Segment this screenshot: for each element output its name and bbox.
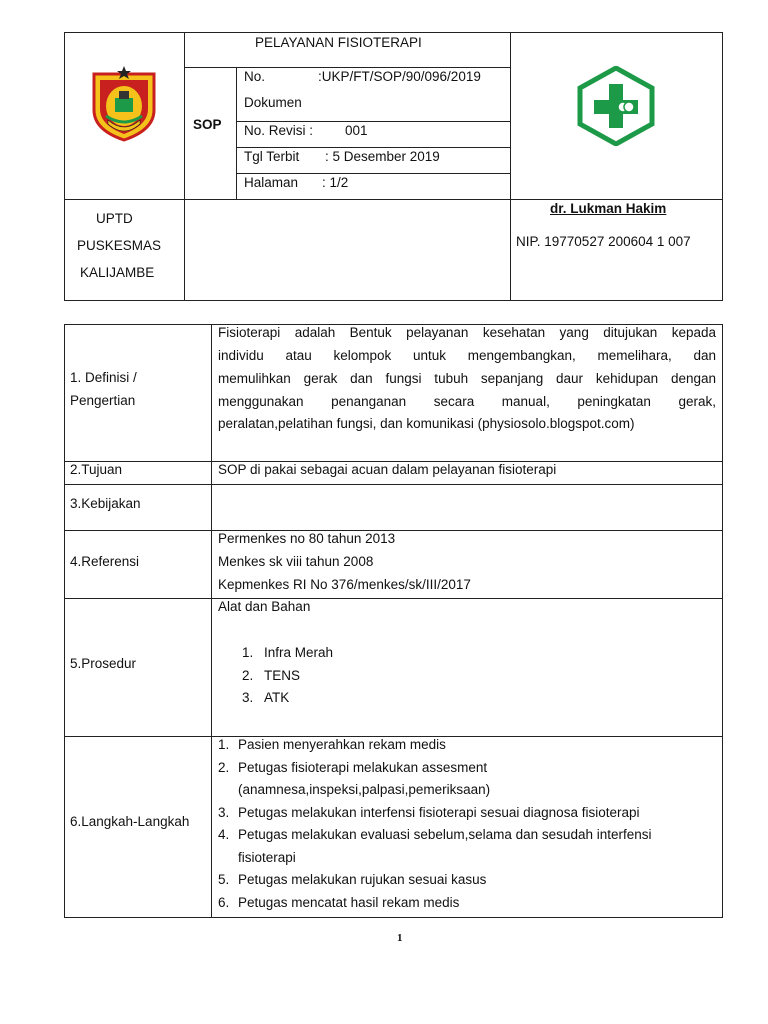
revisi-value: 001	[345, 123, 368, 138]
sop-label: SOP	[193, 117, 222, 132]
tgl-terbit-label: Tgl Terbit	[244, 149, 300, 164]
dokumen-label: Dokumen	[244, 95, 302, 110]
definisi-text-line: individu atau kelompok untuk mengembangkan, memelihara, dan	[218, 348, 716, 363]
langkah-item: 4. Petugas melakukan evaluasi sebelum,selama dan sesudah interfensi	[218, 827, 652, 842]
langkah-item: (anamnesa,inspeksi,palpasi,pemeriksaan)	[238, 782, 491, 797]
org-line-kalijambe: KALIJAMBE	[80, 265, 155, 280]
tgl-terbit-value: : 5 Desember 2019	[325, 149, 440, 164]
langkah-item: 5. Petugas melakukan rujukan sesuai kasus	[218, 872, 487, 887]
definisi-text-line: menggunakan penanganan secara manual, peningkatan gerak,	[218, 394, 716, 409]
langkah-item: 3. Petugas melakukan interfensi fisioterapi sesuai diagnosa fisioterapi	[218, 805, 640, 820]
langkah-item: fisioterapi	[238, 850, 296, 865]
tujuan-label: 2.Tujuan	[70, 462, 123, 477]
referensi-label: 4.Referensi	[70, 554, 140, 569]
prosedur-item: 1. Infra Merah	[242, 645, 334, 660]
puskesmas-logo	[576, 66, 656, 146]
no-dokumen-value: :UKP/FT/SOP/90/096/2019	[318, 69, 481, 84]
definisi-text-line: memulihkan gerak dan fungsi tubuh sepanjang daur kehidupan dengan	[218, 371, 716, 386]
referensi-item: Menkes sk viii tahun 2008	[218, 554, 374, 569]
referensi-item: Permenkes no 80 tahun 2013	[218, 531, 396, 546]
page-number: 1	[397, 932, 403, 944]
definisi-label-line2: Pengertian	[70, 393, 136, 408]
prosedur-heading: Alat dan Bahan	[218, 599, 311, 614]
tujuan-text: SOP di pakai sebagai acuan dalam pelayanan fisioterapi	[218, 462, 557, 477]
regency-emblem-logo	[88, 64, 160, 144]
prosedur-label: 5.Prosedur	[70, 656, 137, 671]
no-dokumen-label: No.	[244, 69, 266, 84]
langkah-item: 2. Petugas fisioterapi melakukan assesment	[218, 760, 488, 775]
langkah-label: 6.Langkah-Langkah	[70, 814, 190, 829]
referensi-item: Kepmenkes RI No 376/menkes/sk/III/2017	[218, 577, 471, 592]
halaman-label: Halaman	[244, 175, 299, 190]
signer-nip: NIP. 19770527 200604 1 007	[516, 234, 691, 249]
prosedur-item: 3. ATK	[242, 690, 290, 705]
org-line-puskesmas: PUSKESMAS	[77, 238, 162, 253]
halaman-value: : 1/2	[322, 175, 349, 190]
langkah-item: 1. Pasien menyerahkan rekam medis	[218, 737, 446, 752]
langkah-item: 6. Petugas mencatat hasil rekam medis	[218, 895, 460, 910]
definisi-label-line1: 1. Definisi /	[70, 370, 137, 385]
definisi-text-line: Fisioterapi adalah Bentuk pelayanan kesehatan yang ditujukan kepada	[218, 325, 716, 340]
definisi-text-line: peralatan,pelatihan fungsi, dan komunikasi (physiosolo.blogspot.com)	[218, 416, 635, 431]
revisi-label: No. Revisi :	[244, 123, 314, 138]
prosedur-item: 2. TENS	[242, 668, 301, 683]
signer-name: dr. Lukman Hakim	[550, 201, 667, 216]
document-title: PELAYANAN FISIOTERAPI	[255, 35, 422, 50]
org-line-uptd: UPTD	[96, 211, 133, 226]
kebijakan-label: 3.Kebijakan	[70, 496, 141, 511]
